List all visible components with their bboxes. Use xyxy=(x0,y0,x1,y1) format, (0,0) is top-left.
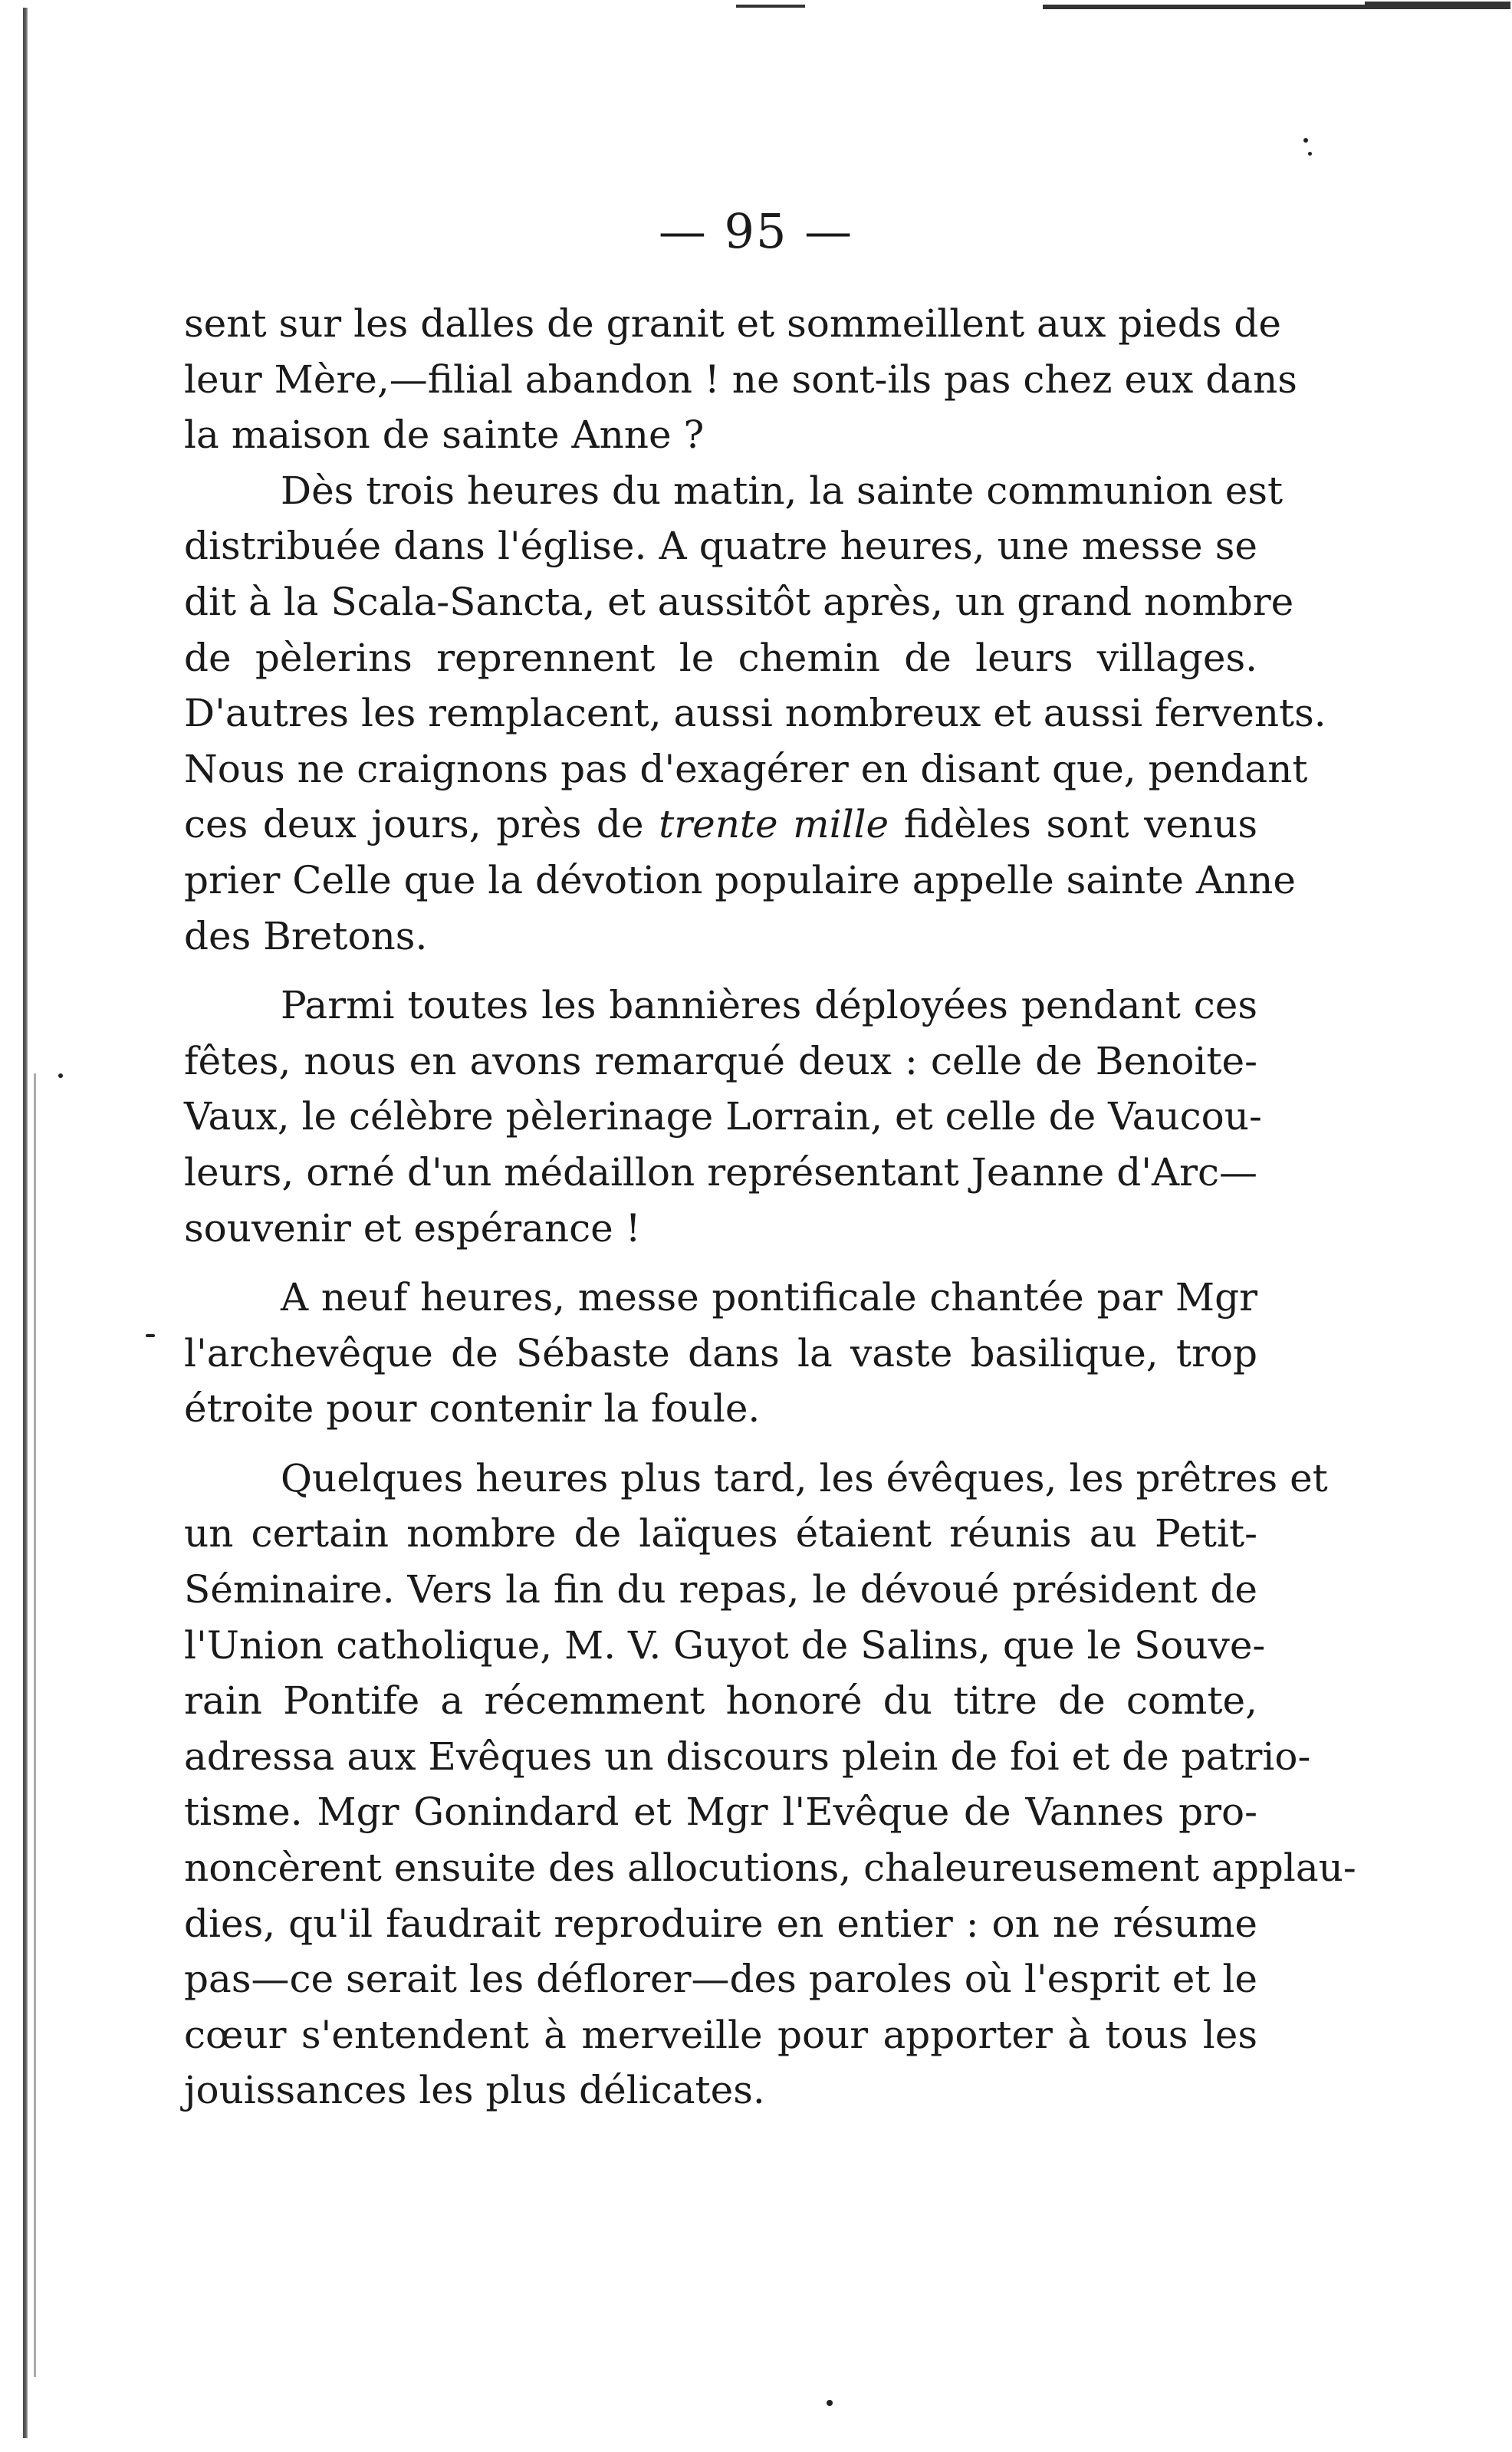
text-line: Séminaire. Vers la fin du repas, le dévoué président de xyxy=(184,1567,1257,1612)
text-line: sent sur les dalles de granit et sommeillent aux pieds de xyxy=(184,301,1281,346)
text-line: pas—ce serait les déflorer—des paroles où l'esprit et le xyxy=(184,1957,1257,2002)
text-segment: ces deux jours, près de xyxy=(184,802,644,847)
text-line: l'archevêque de Sébaste dans la vaste basilique, trop xyxy=(184,1330,1257,1376)
text-line: souvenir et espérance ! xyxy=(184,1205,641,1251)
text-line: jouissances les plus délicates. xyxy=(184,2068,765,2113)
text-line: Parmi toutes les bannières déployées pendant ces xyxy=(281,983,1257,1028)
text-line: fêtes, nous en avons remarqué deux : celle de Benoite- xyxy=(184,1038,1257,1083)
text-line: un certain nombre de laïques étaient réunis au Petit- xyxy=(184,1511,1257,1556)
paragraph xyxy=(184,1270,1257,1437)
text-line: des Bretons. xyxy=(184,913,428,958)
text-line: Vaux, le célèbre pèlerinage Lorrain, et celle de Vaucou- xyxy=(184,1094,1262,1139)
text-line: Nous ne craignons pas d'exagérer en disant que, pendant xyxy=(184,746,1308,791)
scan-top-mark xyxy=(736,5,805,8)
text-line: A neuf heures, messe pontificale chantée par Mgr xyxy=(281,1275,1257,1320)
text-line: Quelques heures plus tard, les évêques, les prêtres et xyxy=(281,1455,1328,1500)
text-segment: fidèles sont venus xyxy=(903,802,1257,847)
scan-edge-shadow-inner xyxy=(34,1073,36,2377)
text-line: D'autres les remplacent, aussi nombreux et aussi fervents. xyxy=(184,691,1326,736)
text-line: leur Mère,—filial abandon ! ne sont-ils pas chez eux dans xyxy=(184,357,1297,402)
text-line: prier Celle que la dévotion populaire appelle sainte Anne xyxy=(184,857,1296,902)
paragraph xyxy=(184,1451,1356,2118)
text-line: de pèlerins reprennent le chemin de leurs villages. xyxy=(184,635,1257,680)
text-line: tisme. Mgr Gonindard et Mgr l'Evêque de Vannes pro- xyxy=(184,1790,1257,1835)
text-line: la maison de sainte Anne ? xyxy=(184,413,705,458)
text-line: dies, qu'il faudrait reproduire en entier : on ne résume xyxy=(184,1901,1257,1946)
text-line: dit à la Scala-Sancta, et aussitôt après, un grand nombre xyxy=(184,579,1294,624)
page-number: — 95 — xyxy=(658,203,854,259)
scan-edge-shadow xyxy=(23,8,28,2438)
text-line: rain Pontife a récemment honoré du titre de comte, xyxy=(184,1678,1257,1724)
text-line: noncèrent ensuite des allocutions, chaleureusement applau- xyxy=(184,1846,1356,1891)
italic-phrase: trente mille xyxy=(659,802,889,847)
text-line: distribuée dans l'église. A quatre heures, une messe se xyxy=(184,524,1257,569)
text-line: adressa aux Evêques un discours plein de foi et de patrio- xyxy=(184,1734,1311,1779)
scan-speck xyxy=(1308,152,1312,156)
body-text xyxy=(184,296,1356,2118)
text-line: leurs, orné d'un médaillon représentant Jeanne d'Arc— xyxy=(184,1149,1257,1195)
scan-speck xyxy=(58,1073,63,1078)
text-line: cœur s'entendent à merveille pour apporter à tous les xyxy=(184,2012,1257,2057)
paragraph xyxy=(184,296,1297,463)
text-line: l'Union catholique, M. V. Guyot de Salins, que le Souve- xyxy=(184,1622,1266,1668)
paragraph xyxy=(184,463,1326,964)
text-line: étroite pour contenir la foule. xyxy=(184,1386,761,1431)
paragraph xyxy=(184,978,1262,1256)
text-line-mixed xyxy=(184,797,1257,853)
scan-top-mark xyxy=(1365,2,1510,9)
scan-speck xyxy=(146,1334,155,1337)
scan-speck xyxy=(827,2400,833,2406)
scan-speck xyxy=(1303,138,1308,143)
text-line: Dès trois heures du matin, la sainte communion est xyxy=(281,468,1284,513)
